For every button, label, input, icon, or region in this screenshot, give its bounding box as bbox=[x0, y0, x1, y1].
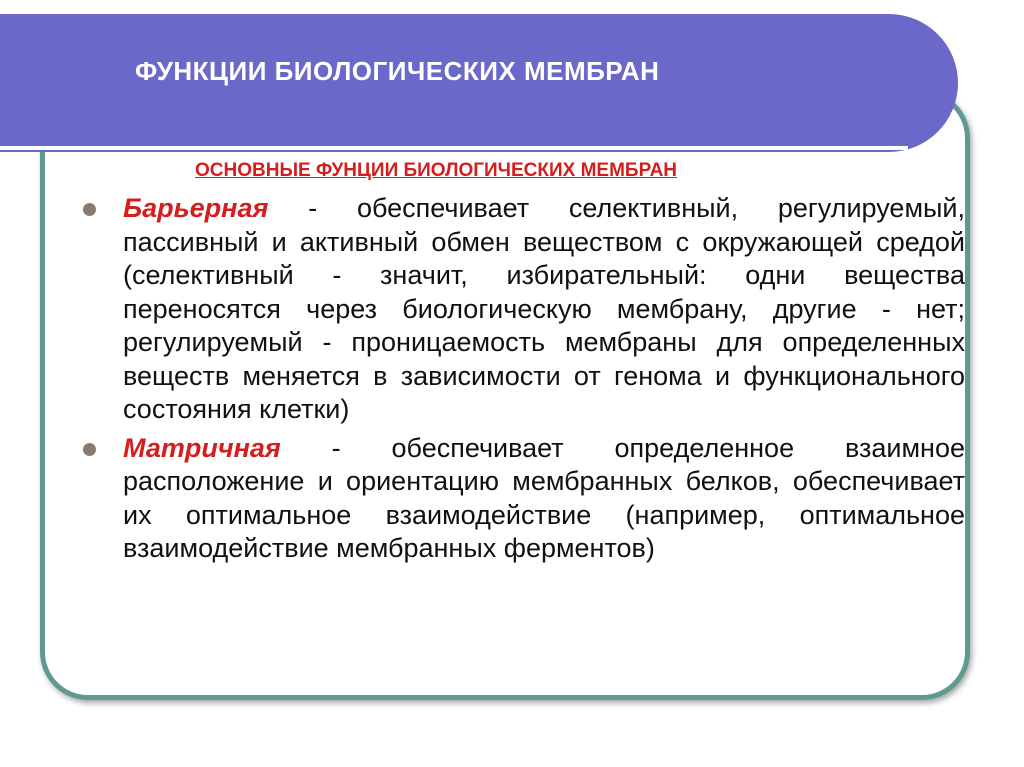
bullet-text: - обеспечивает определенное взаимное расположение и ориентацию мембранных белков, обеспечивает их оптимальное взаимодействие (например, оптимальное взаимодействие мембранных ферментов) bbox=[123, 432, 965, 563]
bullet-text: - обеспечивает селективный, регулируемый, пассивный и активный обмен веществом с окружающей средой (селективный - значит, избирательный: одни вещества переносятся через биологическую мембрану, другие - нет; регулируемый - проницаемость мембраны для определенных веществ меняется в зависимости от генома и функционального состояния клетки) bbox=[123, 193, 965, 424]
bullet-dot-icon bbox=[83, 203, 96, 216]
bullet-item-barrier bbox=[80, 192, 965, 427]
bullet-term: Матричная bbox=[123, 432, 281, 463]
bullet-term: Барьерная bbox=[123, 193, 269, 223]
bullet-list bbox=[80, 192, 965, 566]
title-underline bbox=[0, 146, 908, 150]
slide-title: ФУНКЦИИ БИОЛОГИЧЕСКИХ МЕМБРАН bbox=[135, 56, 660, 86]
bullet-item-matrix bbox=[80, 432, 965, 566]
bullet-dot-icon bbox=[83, 443, 96, 456]
slide-subtitle: ОСНОВНЫЕ ФУНЦИИ БИОЛОГИЧЕСКИХ МЕМБРАН bbox=[195, 160, 678, 181]
